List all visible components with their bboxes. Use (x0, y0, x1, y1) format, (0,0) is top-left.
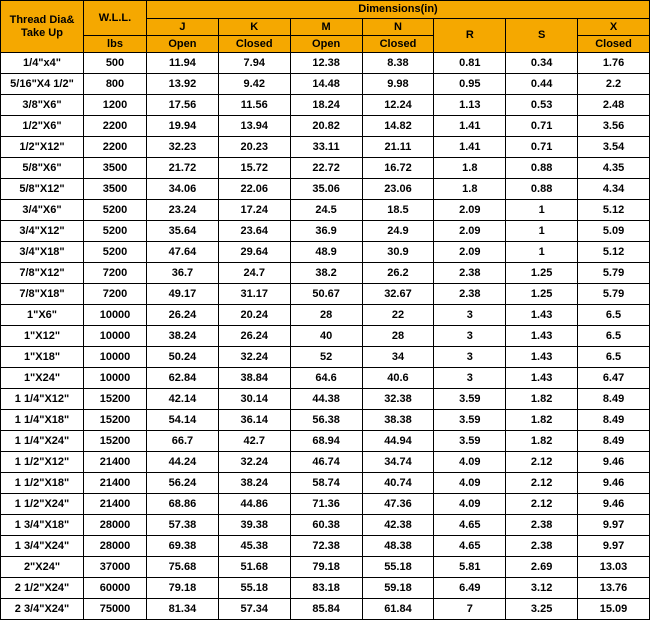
cell-thread: 5/8"X12" (1, 179, 84, 200)
cell-m: 83.18 (290, 578, 362, 599)
cell-r: 0.95 (434, 74, 506, 95)
cell-wll: 21400 (84, 452, 147, 473)
header-col-k: K (218, 19, 290, 36)
cell-wll: 10000 (84, 347, 147, 368)
cell-r: 2.38 (434, 284, 506, 305)
table-row (1, 305, 650, 326)
cell-x: 3.54 (578, 137, 650, 158)
cell-k: 20.23 (218, 137, 290, 158)
cell-j: 54.14 (147, 410, 219, 431)
cell-wll: 500 (84, 53, 147, 74)
cell-s: 0.71 (506, 116, 578, 137)
cell-x: 9.46 (578, 452, 650, 473)
header-col-x: X (578, 19, 650, 36)
cell-s: 1.82 (506, 389, 578, 410)
cell-s: 3.25 (506, 599, 578, 620)
cell-k: 23.64 (218, 221, 290, 242)
table-row (1, 536, 650, 557)
cell-x: 8.49 (578, 431, 650, 452)
cell-r: 0.81 (434, 53, 506, 74)
cell-x: 13.76 (578, 578, 650, 599)
cell-wll: 2200 (84, 116, 147, 137)
cell-j: 68.86 (147, 494, 219, 515)
cell-m: 36.9 (290, 221, 362, 242)
cell-j: 62.84 (147, 368, 219, 389)
cell-r: 3.59 (434, 410, 506, 431)
cell-r: 3 (434, 368, 506, 389)
cell-n: 32.38 (362, 389, 434, 410)
cell-j: 32.23 (147, 137, 219, 158)
cell-m: 56.38 (290, 410, 362, 431)
table-row (1, 221, 650, 242)
cell-wll: 1200 (84, 95, 147, 116)
cell-s: 1.82 (506, 431, 578, 452)
table-row (1, 200, 650, 221)
cell-x: 9.46 (578, 473, 650, 494)
cell-n: 8.38 (362, 53, 434, 74)
cell-j: 66.7 (147, 431, 219, 452)
cell-wll: 15200 (84, 410, 147, 431)
table-header (1, 1, 650, 53)
cell-s: 0.53 (506, 95, 578, 116)
cell-m: 40 (290, 326, 362, 347)
cell-j: 21.72 (147, 158, 219, 179)
table-row (1, 452, 650, 473)
cell-thread: 3/4"X6" (1, 200, 84, 221)
table-body (1, 53, 650, 620)
cell-r: 7 (434, 599, 506, 620)
cell-s: 1.43 (506, 347, 578, 368)
cell-x: 6.5 (578, 326, 650, 347)
cell-n: 40.74 (362, 473, 434, 494)
cell-m: 35.06 (290, 179, 362, 200)
cell-n: 34 (362, 347, 434, 368)
cell-m: 20.82 (290, 116, 362, 137)
cell-j: 17.56 (147, 95, 219, 116)
cell-n: 21.11 (362, 137, 434, 158)
cell-wll: 28000 (84, 536, 147, 557)
table-row (1, 242, 650, 263)
cell-n: 24.9 (362, 221, 434, 242)
cell-thread: 3/4"X18" (1, 242, 84, 263)
cell-n: 12.24 (362, 95, 434, 116)
cell-s: 2.12 (506, 473, 578, 494)
cell-k: 42.7 (218, 431, 290, 452)
cell-m: 12.38 (290, 53, 362, 74)
cell-j: 19.94 (147, 116, 219, 137)
table-row (1, 473, 650, 494)
cell-s: 0.34 (506, 53, 578, 74)
cell-wll: 3500 (84, 158, 147, 179)
cell-n: 55.18 (362, 557, 434, 578)
header-col-r: R (434, 19, 506, 53)
cell-wll: 10000 (84, 326, 147, 347)
cell-k: 20.24 (218, 305, 290, 326)
cell-j: 57.38 (147, 515, 219, 536)
table-row (1, 599, 650, 620)
cell-x: 3.56 (578, 116, 650, 137)
cell-k: 32.24 (218, 347, 290, 368)
header-col-j: J (147, 19, 219, 36)
cell-k: 44.86 (218, 494, 290, 515)
cell-r: 1.41 (434, 116, 506, 137)
cell-wll: 60000 (84, 578, 147, 599)
cell-j: 36.7 (147, 263, 219, 284)
cell-n: 9.98 (362, 74, 434, 95)
cell-r: 1.13 (434, 95, 506, 116)
cell-m: 68.94 (290, 431, 362, 452)
table-row (1, 263, 650, 284)
cell-k: 31.17 (218, 284, 290, 305)
cell-thread: 2 1/2"X24" (1, 578, 84, 599)
cell-k: 17.24 (218, 200, 290, 221)
cell-n: 38.38 (362, 410, 434, 431)
cell-thread: 1"X6" (1, 305, 84, 326)
cell-x: 6.5 (578, 347, 650, 368)
cell-n: 22 (362, 305, 434, 326)
cell-r: 2.09 (434, 200, 506, 221)
cell-thread: 1/2"X12" (1, 137, 84, 158)
cell-x: 6.5 (578, 305, 650, 326)
cell-x: 9.97 (578, 536, 650, 557)
cell-s: 2.69 (506, 557, 578, 578)
cell-wll: 21400 (84, 494, 147, 515)
cell-thread: 7/8"X18" (1, 284, 84, 305)
table-row (1, 53, 650, 74)
cell-x: 2.2 (578, 74, 650, 95)
cell-s: 1 (506, 242, 578, 263)
cell-r: 6.49 (434, 578, 506, 599)
cell-j: 11.94 (147, 53, 219, 74)
table-row (1, 74, 650, 95)
cell-n: 26.2 (362, 263, 434, 284)
cell-wll: 15200 (84, 389, 147, 410)
cell-wll: 5200 (84, 242, 147, 263)
cell-thread: 1 1/2"X12" (1, 452, 84, 473)
cell-wll: 7200 (84, 284, 147, 305)
cell-r: 4.09 (434, 452, 506, 473)
cell-k: 36.14 (218, 410, 290, 431)
cell-n: 61.84 (362, 599, 434, 620)
cell-s: 0.88 (506, 158, 578, 179)
table-row (1, 179, 650, 200)
cell-j: 79.18 (147, 578, 219, 599)
cell-j: 56.24 (147, 473, 219, 494)
cell-j: 13.92 (147, 74, 219, 95)
cell-r: 1.41 (434, 137, 506, 158)
cell-n: 42.38 (362, 515, 434, 536)
cell-x: 8.49 (578, 389, 650, 410)
cell-wll: 3500 (84, 179, 147, 200)
cell-r: 2.09 (434, 221, 506, 242)
cell-wll: 15200 (84, 431, 147, 452)
cell-m: 24.5 (290, 200, 362, 221)
cell-k: 22.06 (218, 179, 290, 200)
cell-n: 48.38 (362, 536, 434, 557)
cell-k: 57.34 (218, 599, 290, 620)
header-m-open: Open (290, 36, 362, 53)
cell-m: 46.74 (290, 452, 362, 473)
cell-n: 47.36 (362, 494, 434, 515)
cell-thread: 1 3/4"X24" (1, 536, 84, 557)
cell-k: 15.72 (218, 158, 290, 179)
header-wll-unit: lbs (84, 36, 147, 53)
cell-j: 47.64 (147, 242, 219, 263)
cell-k: 30.14 (218, 389, 290, 410)
table-row (1, 410, 650, 431)
cell-s: 2.12 (506, 452, 578, 473)
cell-thread: 5/16"X4 1/2" (1, 74, 84, 95)
cell-s: 0.88 (506, 179, 578, 200)
cell-x: 5.12 (578, 242, 650, 263)
table-row (1, 515, 650, 536)
cell-j: 49.17 (147, 284, 219, 305)
cell-s: 1.82 (506, 410, 578, 431)
cell-x: 4.34 (578, 179, 650, 200)
cell-s: 2.12 (506, 494, 578, 515)
cell-thread: 7/8"X12" (1, 263, 84, 284)
cell-m: 18.24 (290, 95, 362, 116)
cell-x: 5.09 (578, 221, 650, 242)
cell-wll: 28000 (84, 515, 147, 536)
cell-s: 1 (506, 221, 578, 242)
cell-thread: 1"X18" (1, 347, 84, 368)
cell-wll: 10000 (84, 368, 147, 389)
cell-j: 44.24 (147, 452, 219, 473)
cell-x: 9.97 (578, 515, 650, 536)
cell-s: 1.43 (506, 305, 578, 326)
header-col-s: S (506, 19, 578, 53)
cell-r: 1.8 (434, 158, 506, 179)
cell-m: 72.38 (290, 536, 362, 557)
cell-thread: 1 1/4"X12" (1, 389, 84, 410)
cell-k: 38.84 (218, 368, 290, 389)
cell-x: 8.49 (578, 410, 650, 431)
header-dimensions: Dimensions(in) (147, 1, 650, 19)
cell-wll: 10000 (84, 305, 147, 326)
cell-n: 18.5 (362, 200, 434, 221)
cell-m: 85.84 (290, 599, 362, 620)
cell-wll: 5200 (84, 221, 147, 242)
table-row (1, 116, 650, 137)
cell-r: 4.65 (434, 515, 506, 536)
header-x-closed: Closed (578, 36, 650, 53)
table-row (1, 326, 650, 347)
cell-thread: 1/4"x4" (1, 53, 84, 74)
header-col-m: M (290, 19, 362, 36)
cell-s: 2.38 (506, 515, 578, 536)
header-col-n: N (362, 19, 434, 36)
cell-wll: 21400 (84, 473, 147, 494)
cell-n: 44.94 (362, 431, 434, 452)
cell-n: 16.72 (362, 158, 434, 179)
table-row (1, 557, 650, 578)
cell-j: 42.14 (147, 389, 219, 410)
cell-j: 81.34 (147, 599, 219, 620)
cell-s: 1.25 (506, 263, 578, 284)
cell-k: 45.38 (218, 536, 290, 557)
cell-m: 48.9 (290, 242, 362, 263)
cell-wll: 5200 (84, 200, 147, 221)
cell-n: 14.82 (362, 116, 434, 137)
cell-k: 55.18 (218, 578, 290, 599)
cell-r: 3 (434, 305, 506, 326)
table-row (1, 347, 650, 368)
cell-m: 60.38 (290, 515, 362, 536)
cell-s: 0.44 (506, 74, 578, 95)
cell-j: 50.24 (147, 347, 219, 368)
header-n-closed: Closed (362, 36, 434, 53)
table-row (1, 578, 650, 599)
cell-r: 4.09 (434, 473, 506, 494)
cell-m: 52 (290, 347, 362, 368)
cell-thread: 5/8"X6" (1, 158, 84, 179)
cell-m: 58.74 (290, 473, 362, 494)
cell-thread: 1 3/4"X18" (1, 515, 84, 536)
table-row (1, 95, 650, 116)
cell-thread: 1"X24" (1, 368, 84, 389)
cell-j: 26.24 (147, 305, 219, 326)
table-row (1, 137, 650, 158)
cell-j: 35.64 (147, 221, 219, 242)
cell-k: 24.7 (218, 263, 290, 284)
cell-m: 64.6 (290, 368, 362, 389)
cell-m: 28 (290, 305, 362, 326)
cell-n: 59.18 (362, 578, 434, 599)
cell-s: 1.25 (506, 284, 578, 305)
cell-j: 38.24 (147, 326, 219, 347)
cell-r: 3.59 (434, 389, 506, 410)
cell-thread: 3/8"X6" (1, 95, 84, 116)
cell-k: 13.94 (218, 116, 290, 137)
cell-r: 3 (434, 347, 506, 368)
cell-m: 14.48 (290, 74, 362, 95)
cell-m: 38.2 (290, 263, 362, 284)
cell-r: 2.38 (434, 263, 506, 284)
cell-j: 34.06 (147, 179, 219, 200)
cell-thread: 1/2"X6" (1, 116, 84, 137)
table-row (1, 431, 650, 452)
cell-k: 39.38 (218, 515, 290, 536)
cell-s: 2.38 (506, 536, 578, 557)
cell-x: 1.76 (578, 53, 650, 74)
cell-s: 1.43 (506, 368, 578, 389)
cell-j: 69.38 (147, 536, 219, 557)
cell-wll: 2200 (84, 137, 147, 158)
cell-thread: 2"X24" (1, 557, 84, 578)
cell-r: 1.8 (434, 179, 506, 200)
cell-k: 11.56 (218, 95, 290, 116)
table-row (1, 158, 650, 179)
cell-k: 7.94 (218, 53, 290, 74)
cell-wll: 75000 (84, 599, 147, 620)
cell-x: 15.09 (578, 599, 650, 620)
cell-s: 3.12 (506, 578, 578, 599)
cell-thread: 1 1/4"X24" (1, 431, 84, 452)
cell-x: 5.79 (578, 284, 650, 305)
cell-r: 4.65 (434, 536, 506, 557)
cell-k: 29.64 (218, 242, 290, 263)
cell-r: 3.59 (434, 431, 506, 452)
cell-m: 50.67 (290, 284, 362, 305)
cell-x: 4.35 (578, 158, 650, 179)
cell-n: 32.67 (362, 284, 434, 305)
cell-n: 40.6 (362, 368, 434, 389)
cell-n: 23.06 (362, 179, 434, 200)
header-thread-dia-take-up: Thread Dia& Take Up (1, 1, 84, 53)
cell-wll: 7200 (84, 263, 147, 284)
cell-s: 0.71 (506, 137, 578, 158)
cell-k: 51.68 (218, 557, 290, 578)
cell-s: 1.43 (506, 326, 578, 347)
cell-x: 2.48 (578, 95, 650, 116)
header-row-1 (1, 1, 650, 19)
cell-m: 71.36 (290, 494, 362, 515)
table-row (1, 284, 650, 305)
table-row (1, 389, 650, 410)
cell-s: 1 (506, 200, 578, 221)
cell-x: 13.03 (578, 557, 650, 578)
cell-r: 3 (434, 326, 506, 347)
cell-r: 5.81 (434, 557, 506, 578)
header-k-closed: Closed (218, 36, 290, 53)
cell-m: 33.11 (290, 137, 362, 158)
cell-thread: 1 1/2"X24" (1, 494, 84, 515)
cell-k: 9.42 (218, 74, 290, 95)
cell-thread: 1 1/4"X18" (1, 410, 84, 431)
cell-m: 79.18 (290, 557, 362, 578)
cell-m: 22.72 (290, 158, 362, 179)
cell-thread: 1 1/2"X18" (1, 473, 84, 494)
cell-wll: 37000 (84, 557, 147, 578)
cell-thread: 1"X12" (1, 326, 84, 347)
cell-wll: 800 (84, 74, 147, 95)
header-wll: W.L.L. (84, 1, 147, 36)
cell-thread: 2 3/4"X24" (1, 599, 84, 620)
cell-r: 2.09 (434, 242, 506, 263)
cell-x: 5.12 (578, 200, 650, 221)
cell-k: 32.24 (218, 452, 290, 473)
cell-x: 5.79 (578, 263, 650, 284)
cell-x: 6.47 (578, 368, 650, 389)
cell-j: 75.68 (147, 557, 219, 578)
cell-j: 23.24 (147, 200, 219, 221)
cell-k: 38.24 (218, 473, 290, 494)
cell-r: 4.09 (434, 494, 506, 515)
cell-m: 44.38 (290, 389, 362, 410)
table-row (1, 368, 650, 389)
header-j-open: Open (147, 36, 219, 53)
cell-n: 34.74 (362, 452, 434, 473)
table-row (1, 494, 650, 515)
cell-thread: 3/4"X12" (1, 221, 84, 242)
cell-n: 30.9 (362, 242, 434, 263)
cell-n: 28 (362, 326, 434, 347)
cell-k: 26.24 (218, 326, 290, 347)
cell-x: 9.46 (578, 494, 650, 515)
